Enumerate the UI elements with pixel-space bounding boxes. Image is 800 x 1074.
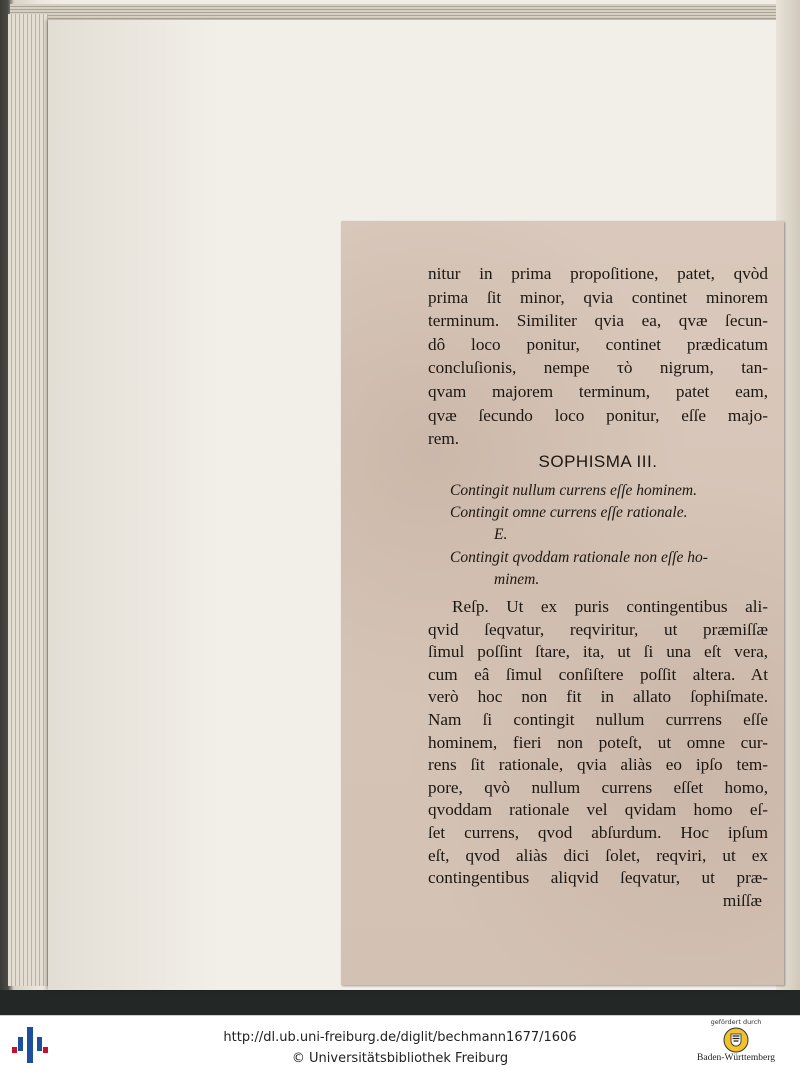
text-line: qvam majorem terminum, patet eam, [428, 381, 768, 401]
text-line: terminum. Similiter qvia ea, qvæ ſecun- [428, 311, 768, 331]
text-line: dô loco ponitur, continet prædicatum [428, 334, 768, 354]
text-line: cum eâ ſimul conſiſtere poſſit altera. At [428, 664, 768, 684]
text-line: nitur in prima propoſitione, patet, qvòd [428, 264, 768, 283]
page-edges-left [8, 14, 48, 986]
text-line: qvid ſeqvatur, reqviritur, ut præmiſſæ [428, 619, 768, 639]
text-line: eſt, qvod aliàs dici ſolet, reqviri, ut ex [428, 845, 768, 865]
premise-minor: Contingit omne currens eſſe rationale. [450, 504, 688, 522]
text-line: prima ſit minor, qvia continet minorem [428, 287, 768, 307]
sponsor-label: gefördert durch [710, 1018, 762, 1026]
section-heading: SOPHISMA III. [538, 452, 658, 471]
conclusion: Contingit qvoddam rationale non eſſe ho- [450, 548, 708, 566]
text-line: Nam ſi contingit nullum currrens eſſe [428, 709, 768, 729]
text-line: concluſionis, nempe τὸ nigrum, tan- [428, 358, 768, 378]
text-line: rens ſit rationale, qvia aliàs eo ipſo tem- [428, 755, 768, 775]
catchword: miſſæ [722, 890, 762, 910]
text-line: verò hoc non fit in allato ſophiſmate. [428, 687, 768, 707]
coat-of-arms-icon [723, 1027, 749, 1053]
text-line: ſimul poſſint ſtare, ita, ut ſi una eſt vera, [428, 642, 768, 662]
copyright-notice: © Universitätsbibliothek Freiburg [291, 1051, 509, 1066]
text-line: qvæ ſecundo loco ponitur, eſſe majo- [428, 405, 768, 425]
text-line: qvoddam rationale vel qvidam homo eſ- [428, 800, 768, 820]
ergo-marker: E. [494, 526, 508, 544]
text-line: ſet currens, qvod abſurdum. Hoc ipſum [428, 822, 768, 842]
text-line: Reſp. Ut ex puris contingentibus ali- [452, 597, 768, 616]
text-line: rem. [428, 429, 460, 449]
text-line: hominem, fieri non poteſt, ut omne cur- [428, 732, 768, 752]
premise-major: Contingit nullum currens eſſe hominem. [450, 482, 697, 499]
syllogism-block [450, 480, 770, 591]
permalink-url[interactable]: http://dl.ub.uni-freiburg.de/diglit/bechmann1677/1606 [223, 1030, 577, 1045]
continuation-paragraph [428, 262, 768, 451]
text-line: contingentibus aliqvid ſeqvatur, ut præ- [428, 868, 768, 888]
conclusion-continued: minem. [494, 570, 540, 588]
sponsor-badge [694, 1018, 778, 1063]
response-paragraph [428, 596, 768, 912]
sponsor-name: Baden-Württemberg [697, 1053, 775, 1063]
text-line: pore, qvò nullum currens eſſet homo, [428, 777, 768, 797]
